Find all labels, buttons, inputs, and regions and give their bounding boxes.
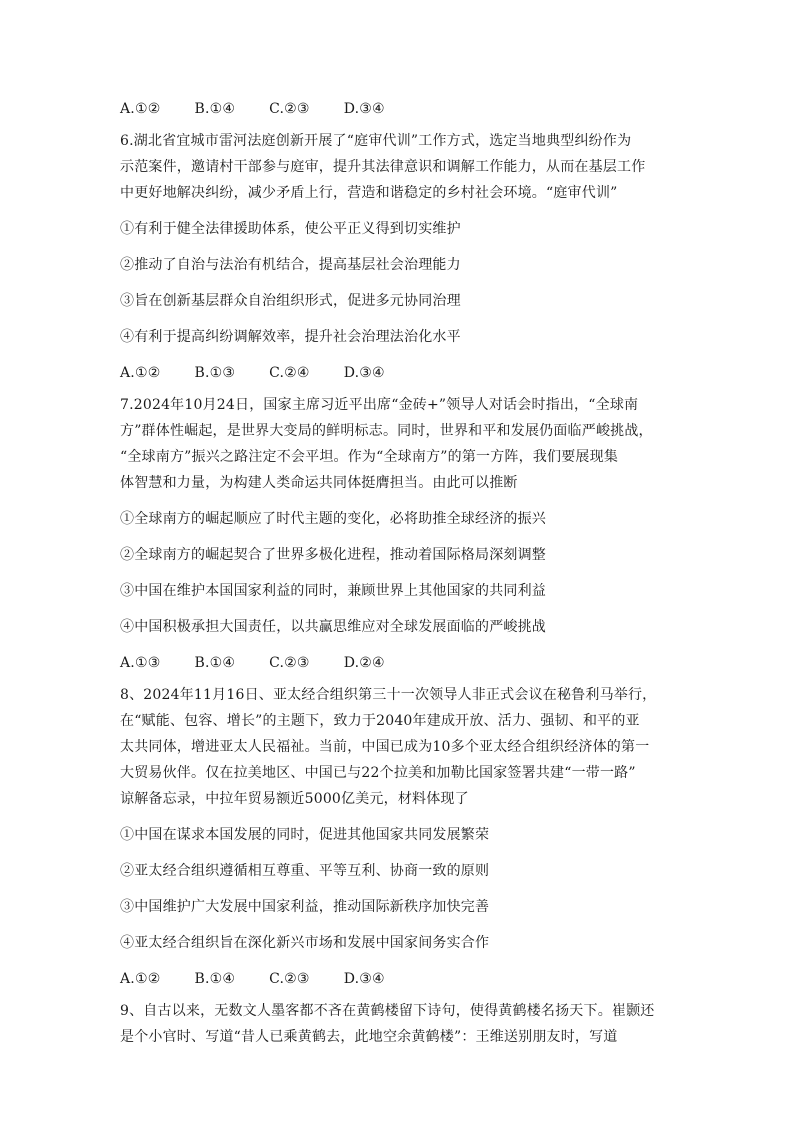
- exam-page: [120, 96, 680, 1050]
- q6-options: [120, 360, 680, 386]
- q5-options: [120, 96, 680, 122]
- question-6-stem: [120, 128, 680, 206]
- stem-line: 在“赋能、包容、增长”的主题下，致力于2040年建成开放、活力、强韧、和平的亚: [120, 713, 640, 729]
- q6-statement-2: ②推动了自治与法治有机结合，提高基层社会治理能力: [120, 257, 461, 273]
- stem-line: 中更好地解决纠纷，减少矛盾上行，营造和谐稳定的乡村社会环境。“庭审代训”: [120, 185, 618, 201]
- option-b: B.①③: [194, 365, 236, 381]
- option-a: A.①②: [120, 971, 161, 987]
- stem-line: 9、自古以来，无数文人墨客都不吝在黄鹤楼留下诗句，使得黄鹤楼名扬天下。崔颢还: [120, 1003, 655, 1019]
- stem-line: “全球南方”振兴之路注定不会平坦。作为“全球南方”的第一方阵，我们要展现集: [120, 449, 619, 465]
- q8-statement-2: ②亚太经合组织遵循相互尊重、平等互利、协商一致的原则: [120, 863, 490, 879]
- option-c: C.②③: [269, 101, 310, 117]
- option-b: B.①④: [194, 971, 236, 987]
- stem-line: 7.2024年10月24日，国家主席习近平出席“金砖+”领导人对话会时指出，“全球南: [120, 397, 639, 413]
- option-d: D.③④: [343, 101, 385, 117]
- option-d: D.③④: [343, 365, 385, 381]
- q8-statement-4: ④亚太经合组织旨在深化新兴市场和发展中国家间务实合作: [120, 935, 490, 951]
- stem-line: 方”群体性崛起，是世界大变局的鲜明标志。同时，世界和平和发展仍面临严峻挑战，: [120, 423, 653, 439]
- option-a: A.①②: [120, 101, 161, 117]
- q7-statement-4: ④中国积极承担大国责任，以共赢思维应对全球发展面临的严峻挑战: [120, 619, 546, 635]
- question-7-stem: [120, 392, 680, 496]
- q8-statement-3: ③中国维护广大发展中国家利益，推动国际新秩序加快完善: [120, 899, 490, 915]
- stem-line: 谅解备忘录，中拉年贸易额近5000亿美元，材料体现了: [120, 791, 469, 807]
- option-d: D.③④: [343, 971, 385, 987]
- stem-line: 示范案件，邀请村干部参与庭审，提升其法律意识和调解工作能力，从而在基层工作: [120, 159, 646, 175]
- q7-statement-3: ③中国在维护本国国家利益的同时，兼顾世界上其他国家的共同利益: [120, 583, 546, 599]
- q7-options: [120, 650, 680, 676]
- q7-statement-2: ②全球南方的崛起契合了世界多极化进程，推动着国际格局深刻调整: [120, 547, 546, 563]
- option-c: C.②④: [269, 365, 310, 381]
- option-b: B.①④: [194, 655, 236, 671]
- option-c: C.②③: [269, 971, 310, 987]
- option-a: A.①②: [120, 365, 161, 381]
- option-c: C.②③: [269, 655, 310, 671]
- q6-statement-3: ③旨在创新基层群众自治组织形式，促进多元协同治理: [120, 293, 461, 309]
- stem-line: 太共同体，增进亚太人民福祉。当前，中国已成为10多个亚太经合组织经济体的第一: [120, 739, 650, 755]
- stem-line: 大贸易伙伴。仅在拉美地区、中国已与22个拉美和加勒比国家签署共建“一带一路”: [120, 765, 636, 781]
- stem-line: 体智慧和力量，为构建人类命运共同体挺膺担当。由此可以推断: [120, 475, 518, 491]
- question-9-stem: [120, 998, 680, 1050]
- option-b: B.①④: [194, 101, 236, 117]
- question-8-stem: [120, 682, 680, 812]
- stem-line: 6.湖北省宜城市雷河法庭创新开展了“庭审代训”工作方式，选定当地典型纠纷作为: [120, 133, 632, 149]
- q8-statement-1: ①中国在谋求本国发展的同时，促进其他国家共同发展繁荣: [120, 827, 490, 843]
- q8-options: [120, 966, 680, 992]
- option-d: D.②④: [343, 655, 385, 671]
- option-a: A.①③: [120, 655, 161, 671]
- q6-statement-1: ①有利于健全法律援助体系，使公平正义得到切实维护: [120, 221, 461, 237]
- q7-statement-1: ①全球南方的崛起顺应了时代主题的变化，必将助推全球经济的振兴: [120, 511, 546, 527]
- q6-statement-4: ④有利于提高纠纷调解效率，提升社会治理法治化水平: [120, 329, 461, 345]
- stem-line: 是个小官时、写道“昔人已乘黄鹤去，此地空余黄鹤楼”：王维送别朋友时，写道: [120, 1029, 618, 1045]
- stem-line: 8、2024年11月16日、亚太经合组织第三十一次领导人非正式会议在秘鲁利马举行，: [120, 687, 657, 703]
